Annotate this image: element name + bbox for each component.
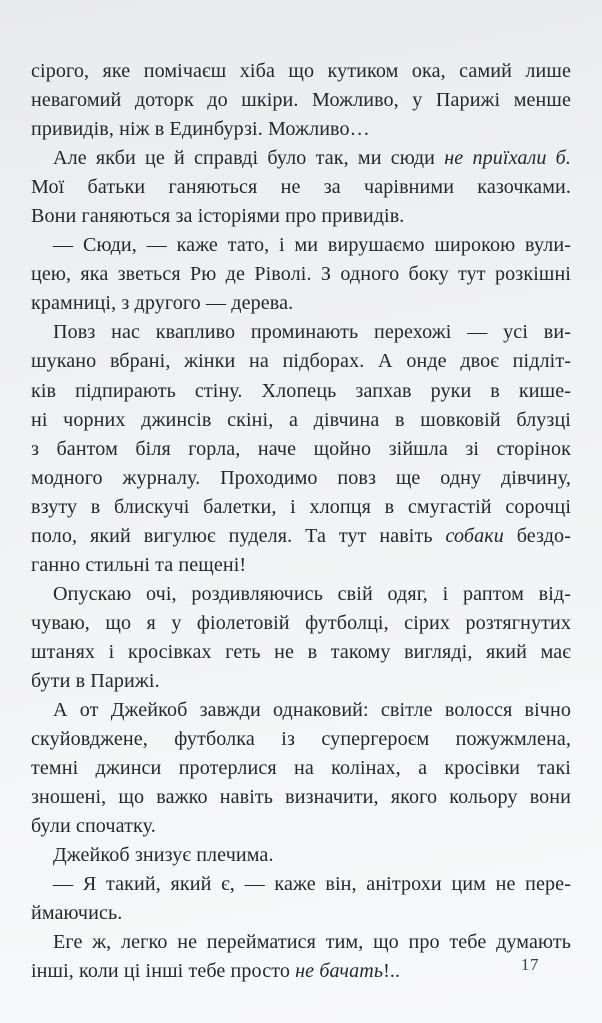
emphasis-text: не бачать xyxy=(295,960,384,983)
page-number: 17 xyxy=(520,955,540,974)
text-line xyxy=(31,435,571,464)
text-run: інші, коли ці інші тебе просто xyxy=(31,960,296,983)
paragraph xyxy=(31,57,571,144)
text-run: !.. xyxy=(383,960,401,983)
text-line xyxy=(31,406,571,435)
text-line: привидів, ніж в Единбурзі. Можливо… xyxy=(31,118,370,141)
text-line xyxy=(31,347,571,376)
text-line xyxy=(31,522,571,551)
text-line: Джейкоб знизує плечима. xyxy=(53,844,274,867)
text-run: поло, який вигулює пуделя. Та тут навіть xyxy=(31,524,446,547)
text-line: сірого, яке помічаєш хіба що кутиком ока, самий лише xyxy=(31,60,571,82)
text-run: Мої батьки ганяються не за чарівними казочками. xyxy=(31,176,571,199)
text-line: штанях і кросівках геть не в такому вигляді, який має xyxy=(31,640,571,663)
text-line: були спочатку. xyxy=(31,815,156,838)
emphasis-text: собаки xyxy=(445,524,504,547)
text-line xyxy=(31,202,571,231)
text-line: Опускаю очі, роздивляючись свій одяг, і раптом від- xyxy=(53,582,571,605)
text-run: ні чорних джинсів скіні, а дівчина в шовковій блузці xyxy=(31,408,571,431)
text-line: скуйовджене, футболка із супергероєм пожужмлена, xyxy=(31,728,571,751)
text-line xyxy=(31,493,571,522)
paragraph xyxy=(31,318,571,579)
text-line xyxy=(31,144,571,173)
text-line: крамниці, з другого — дерева. xyxy=(31,292,294,315)
text-line: невагомий доторк до шкіри. Можливо, у Парижі менше xyxy=(31,89,571,112)
paragraph xyxy=(31,144,571,231)
text-line xyxy=(31,464,571,493)
text-line: цею, яка зветься Рю де Ріволі. З одного боку тут розкішні xyxy=(31,263,571,286)
page-footer xyxy=(0,955,602,975)
text-run: взуту в блискучі балетки, і хлопця в смугастій сорочці xyxy=(31,495,571,518)
paragraph xyxy=(31,696,571,841)
text-line xyxy=(31,318,571,347)
paragraph xyxy=(31,580,571,696)
text-run: Еге ж, легко не перейматися тим, що про тебе думають xyxy=(53,931,571,954)
text-run: Вони ганяються за історіями про привидів. xyxy=(31,205,405,228)
text-line: зношені, що важко навіть визначити, якого кольору вони xyxy=(31,786,571,809)
text-run: Повз нас квапливо проминають перехожі — усі ви- xyxy=(53,321,571,344)
paragraph xyxy=(31,841,571,870)
text-line xyxy=(31,551,571,580)
text-line xyxy=(31,173,571,202)
text-line: темні джинси протерлися на колінах, а кросівки такі xyxy=(31,757,571,780)
text-run: шукано вбрані, жінки на підборах. А онде двоє підліт- xyxy=(31,350,571,373)
text-line: — Я такий, який є, — каже він, анітрохи цим не пере- xyxy=(53,873,571,896)
text-line: чуваю, що я у фіолетовій футболці, сірих розтягнутих xyxy=(31,611,571,634)
paragraph xyxy=(31,231,571,318)
text-line: ймаючись. xyxy=(31,902,123,925)
emphasis-text: не приїхали б. xyxy=(444,147,571,170)
text-line: А от Джейкоб завжди однаковий: світле волосся вічно xyxy=(53,699,571,722)
text-run: з бантом біля горла, наче щойно зійшла зі сторінок xyxy=(31,437,571,460)
text-run: модного журналу. Проходимо повз ще одну дівчину, xyxy=(31,466,571,489)
text-run: ків підпирають стіну. Хлопець запхав руки в кише- xyxy=(31,379,571,402)
text-run: Але якби це й справді було так, ми сюди xyxy=(53,147,445,170)
text-line: — Сюди, — каже тато, і ми вирушаємо широкою вули- xyxy=(53,234,571,257)
page-text-body xyxy=(31,57,571,987)
text-run: ганно стильні та пещені! xyxy=(31,553,247,576)
text-line xyxy=(31,377,571,406)
paragraph xyxy=(31,870,571,928)
text-line xyxy=(31,928,571,957)
text-run: бездо- xyxy=(503,524,571,547)
text-line: бути в Парижі. xyxy=(31,669,160,692)
